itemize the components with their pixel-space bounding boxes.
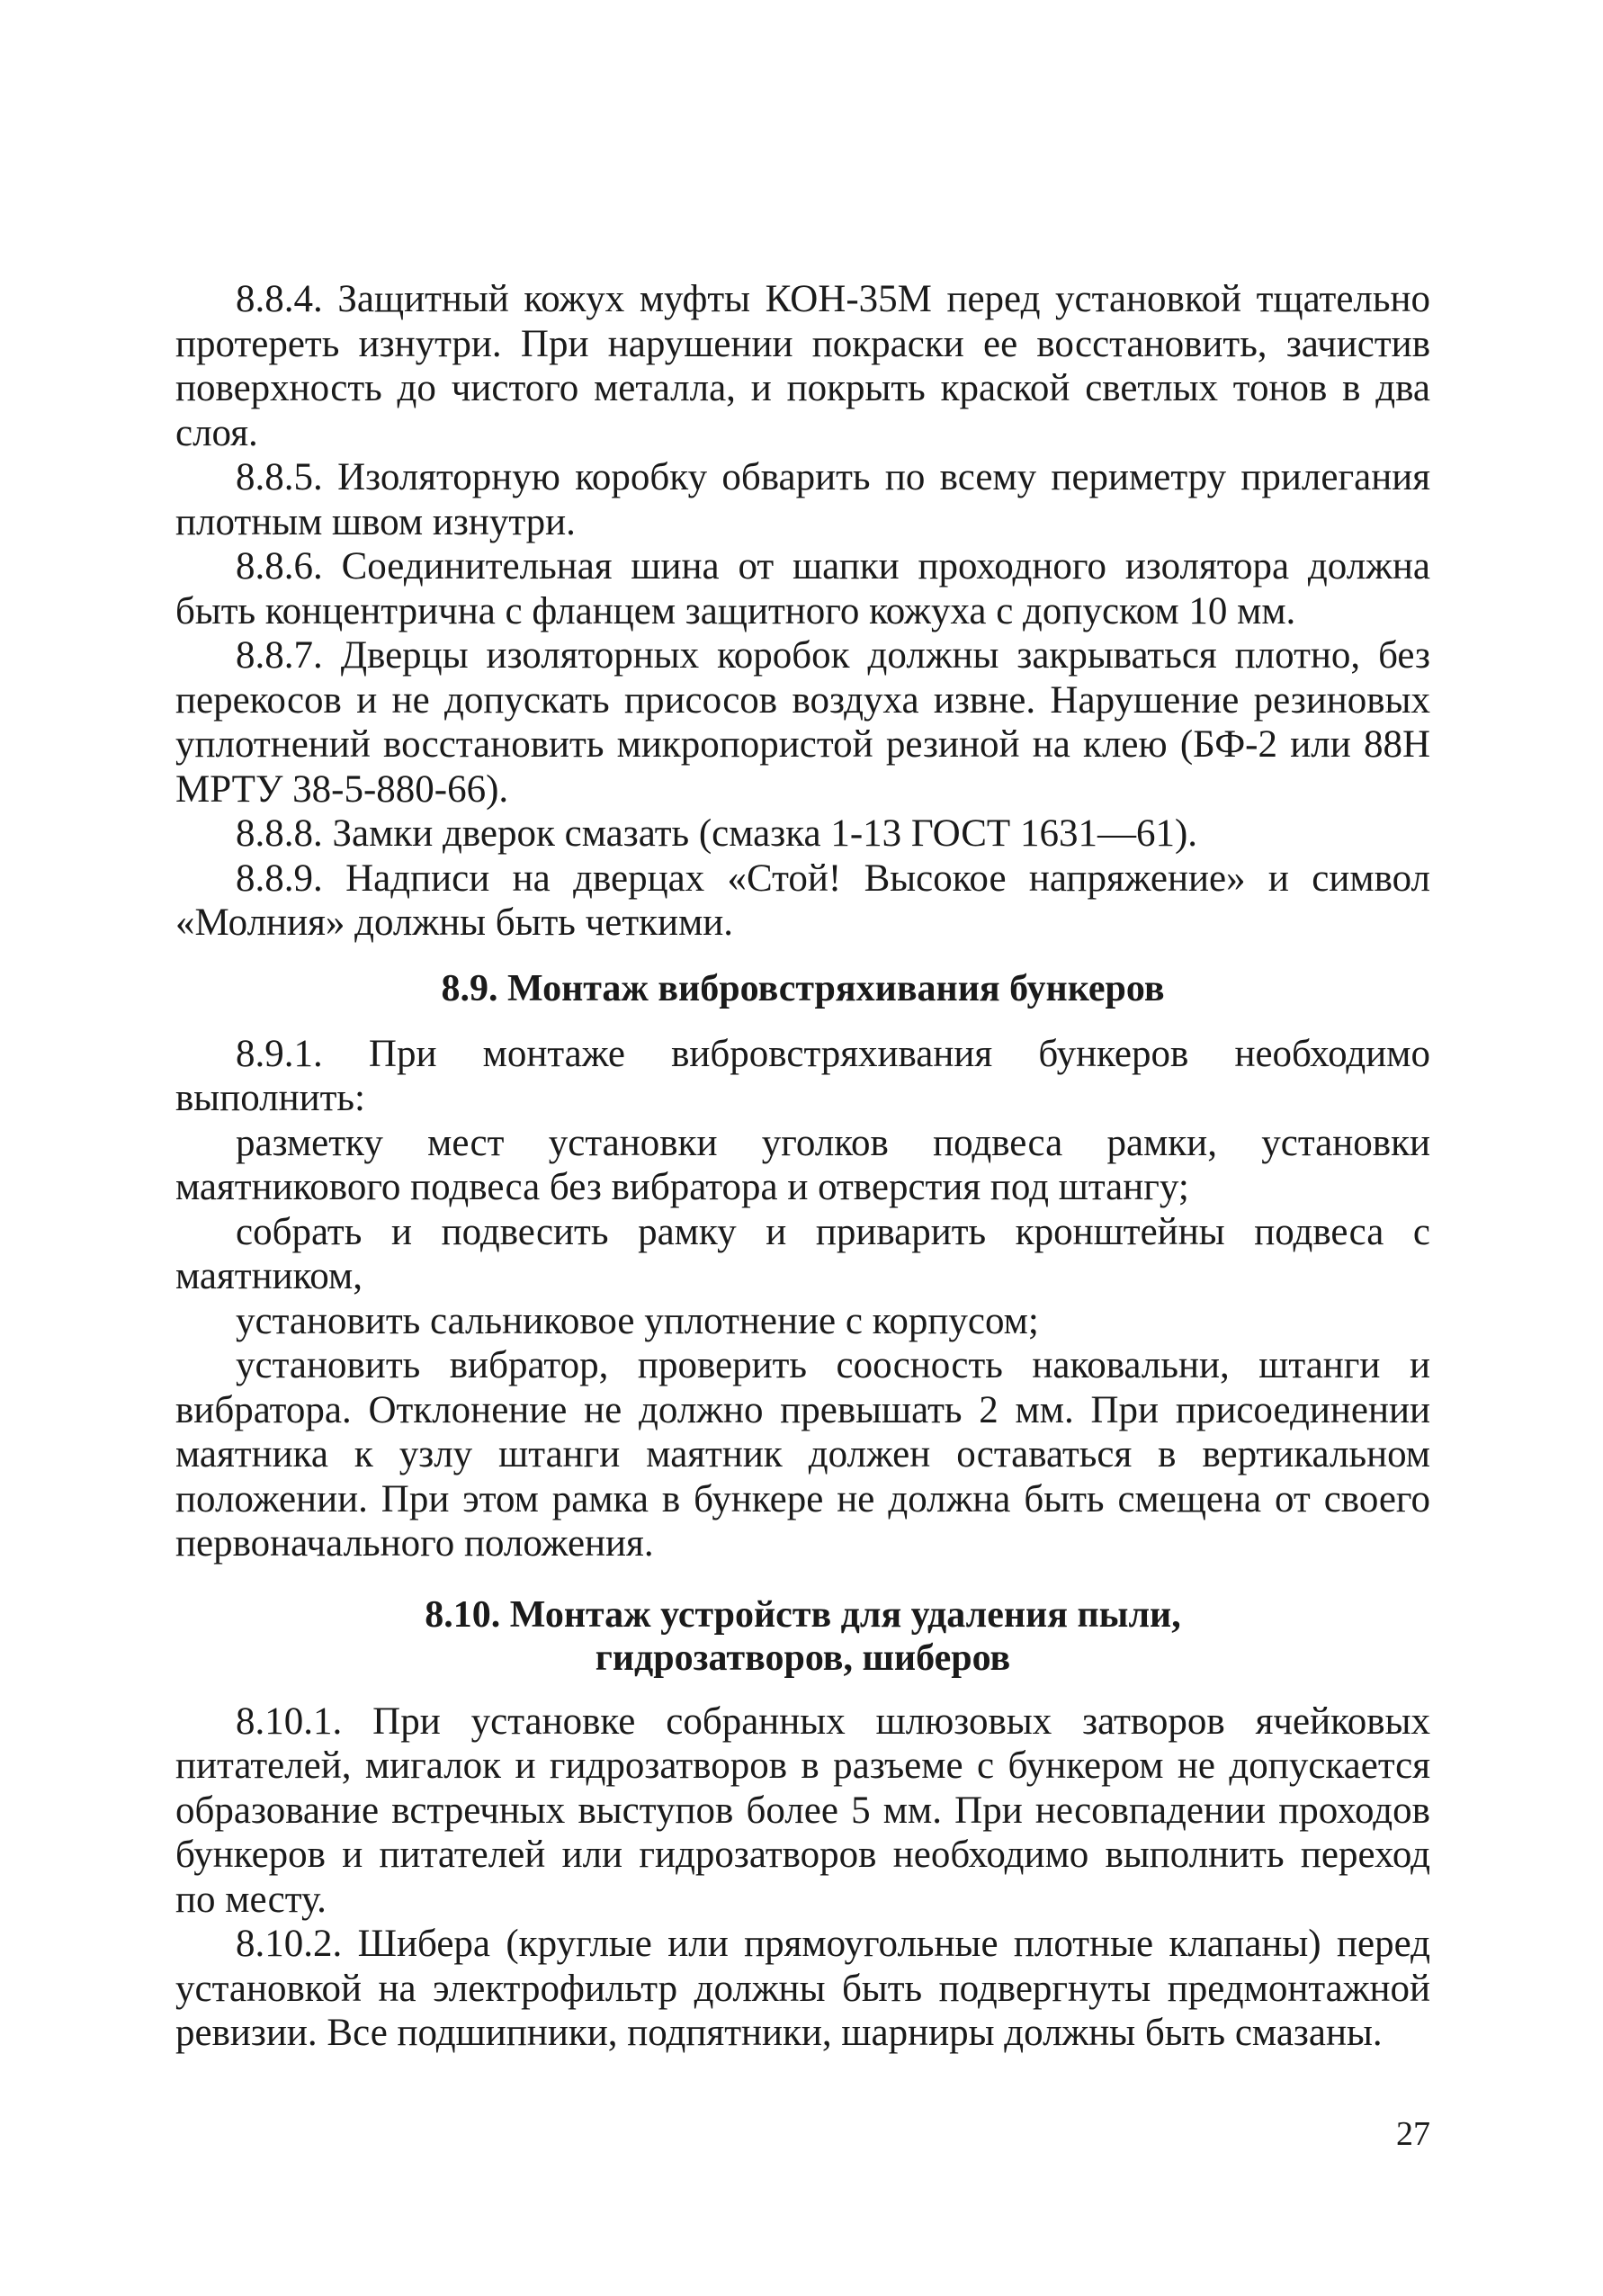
paragraph-8-8-6: 8.8.6. Соединительная шина от шапки проходного изолятора должна быть концентрична с фланцем защитного кожуха с допуском 10 мм. [175, 545, 1430, 632]
paragraph-8-8-4: 8.8.4. Защитный кожух муфты КОН-35М перед установкой тщательно протереть изнутри. При нарушении покраски ее восстановить, зачистив поверхность до чистого металла, и покрыть краской светлых тонов в два слоя. [175, 278, 1430, 454]
list-item: установить вибратор, проверить соосность наковальни, штанги и вибратора. Отклонение не должно превышать 2 мм. При присоединении маятника к узлу штанги маятник должен оставаться в вертикальном положении. При этом рамка в бункере не должна быть смещена от своего первоначального положения. [175, 1344, 1430, 1565]
list-item: разметку мест установки уголков подвеса рамки, установки маятникового подвеса без вибратора и отверстия под штангу; [175, 1121, 1430, 1208]
list-item: собрать и подвесить рамку и приварить кронштейны подвеса с маятником, [175, 1210, 1430, 1297]
document-page [175, 277, 1430, 2056]
paragraph-8-8-9: 8.8.9. Надписи на дверцах «Стой! Высокое напряжение» и символ «Молния» должны быть четкими. [175, 857, 1430, 944]
paragraph-8-9-1: 8.9.1. При монтаже вибровстряхивания бункеров необходимо выполнить: [175, 1032, 1430, 1119]
section-heading-8-10-line1: 8.10. Монтаж устройств для удаления пыли, [425, 1593, 1181, 1636]
paragraph-8-8-5: 8.8.5. Изоляторную коробку обварить по всему периметру прилегания плотным швом изнутри. [175, 456, 1430, 543]
paragraph-8-8-8: 8.8.8. Замки дверок смазать (смазка 1-13 ГОСТ 1631—61). [236, 812, 1198, 855]
section-heading-8-10-line2: гидрозатворов, шиберов [595, 1637, 1011, 1679]
section-heading-8-9: 8.9. Монтаж вибровстряхивания бункеров [441, 967, 1165, 1009]
list-item: установить сальниковое уплотнение с корпусом; [236, 1299, 1039, 1342]
section-heading-8-10 [175, 1593, 1430, 1680]
page-number: 27 [1396, 2115, 1430, 2153]
paragraph-8-10-2: 8.10.2. Шибера (круглые или прямоугольные плотные клапаны) перед установкой на электрофильтр должны быть подвергнуты предмонтажной ревизии. Все подшипники, подпятники, шарниры должны быть смазаны. [175, 1923, 1430, 2054]
paragraph-8-10-1: 8.10.1. При установке собранных шлюзовых затворов ячейковых питателей, мигалок и гидрозатворов в разъеме с бункером не допускается образование встречных выступов более 5 мм. При несовпадении проходов бункеров и питателей или гидрозатворов необходимо выполнить переход по месту. [175, 1700, 1430, 1921]
paragraph-8-8-7: 8.8.7. Дверцы изоляторных коробок должны закрываться плотно, без перекосов и не допускать присосов воздуха извне. Нарушение резиновых уплотнений восстановить микропористой резиной на клею (БФ-2 или 88Н МРТУ 38-5-880-66). [175, 634, 1430, 811]
